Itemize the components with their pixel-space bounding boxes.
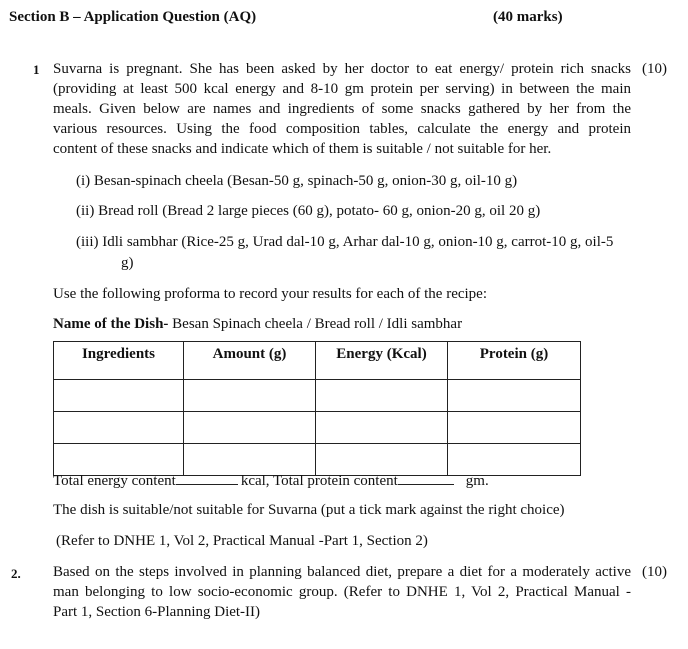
table-cell[interactable] [316,412,448,444]
option-bread-roll: (ii) Bread roll (Bread 2 large pieces (60 g), potato- 60 g, onion-20 g, oil 20 g) [76,203,541,219]
col-header-energy: Energy (Kcal) [316,342,448,380]
total-energy-blank[interactable] [176,472,238,485]
option-besan-cheela: (i) Besan-spinach cheela (Besan-50 g, spinach-50 g, onion-30 g, oil-10 g) [76,173,518,189]
dish-name-line [53,316,462,333]
suitability-statement: The dish is suitable/not suitable for Suvarna (put a tick mark against the right choice) [53,502,565,518]
proforma-table [53,341,581,476]
dish-label: Name of the Dish- [53,316,169,332]
totals-line [53,472,489,490]
q2-text-line: man belonging to low socio-economic group. (Refer to DNHE 1, Vol 2, Practical Manual - [53,584,631,600]
table-row [54,444,581,476]
option-idli-sambhar-cont: g) [121,255,134,271]
table-cell[interactable] [316,380,448,412]
total-protein-blank[interactable] [398,472,454,485]
section-title: Section B – Application Question (AQ) [9,9,257,25]
q1-marks: (10) [642,61,667,77]
table-cell[interactable] [448,412,581,444]
q1-number: 1 [33,62,40,77]
table-row [54,412,581,444]
table-row [54,380,581,412]
q1-text-line: Suvarna is pregnant. She has been asked by her doctor to eat energy/ protein rich snacks [53,61,631,77]
table-cell[interactable] [184,380,316,412]
table-cell[interactable] [448,380,581,412]
dish-names: Besan Spinach cheela / Bread roll / Idli sambhar [168,316,463,332]
table-cell[interactable] [448,444,581,476]
table-cell[interactable] [184,412,316,444]
table-cell[interactable] [54,444,184,476]
q1-reference: (Refer to DNHE 1, Vol 2, Practical Manual -Part 1, Section 2) [56,533,428,549]
q1-text-line: various resources. Using the food composition tables, calculate the energy and protein [53,121,631,137]
q1-text-line: content of these snacks and indicate which of them is suitable / not suitable for her. [53,141,552,157]
q2-text-line: Based on the steps involved in planning balanced diet, prepare a diet for a moderately active [53,564,631,580]
total-energy-label: Total energy content [53,473,176,489]
total-kcal-label: kcal, Total protein content [240,473,398,489]
proforma-instruction: Use the following proforma to record your results for each of the recipe: [53,286,488,302]
col-header-protein: Protein (g) [448,342,581,380]
q2-number: 2. [11,566,21,581]
col-header-amount: Amount (g) [184,342,316,380]
col-header-ingredients: Ingredients [54,342,184,380]
table-cell[interactable] [184,444,316,476]
table-cell[interactable] [54,380,184,412]
table-cell[interactable] [54,412,184,444]
q1-text-line: (providing at least 500 kcal energy and 8-10 gm protein per serving) in between the main [53,81,631,97]
option-idli-sambhar: (iii) Idli sambhar (Rice-25 g, Urad dal-10 g, Arhar dal-10 g, onion-10 g, carrot-10 g, oil-5 [76,234,614,250]
q2-marks: (10) [642,564,667,580]
table-header-row [54,342,581,380]
total-gm-label: gm. [465,473,489,489]
q1-text-line: meals. Given below are names and ingredients of some snacks gathered by her from the [53,101,631,117]
table-cell[interactable] [316,444,448,476]
q2-text-line: Part 1, Section 6-Planning Diet-II) [53,604,261,620]
section-marks: (40 marks) [493,9,563,25]
